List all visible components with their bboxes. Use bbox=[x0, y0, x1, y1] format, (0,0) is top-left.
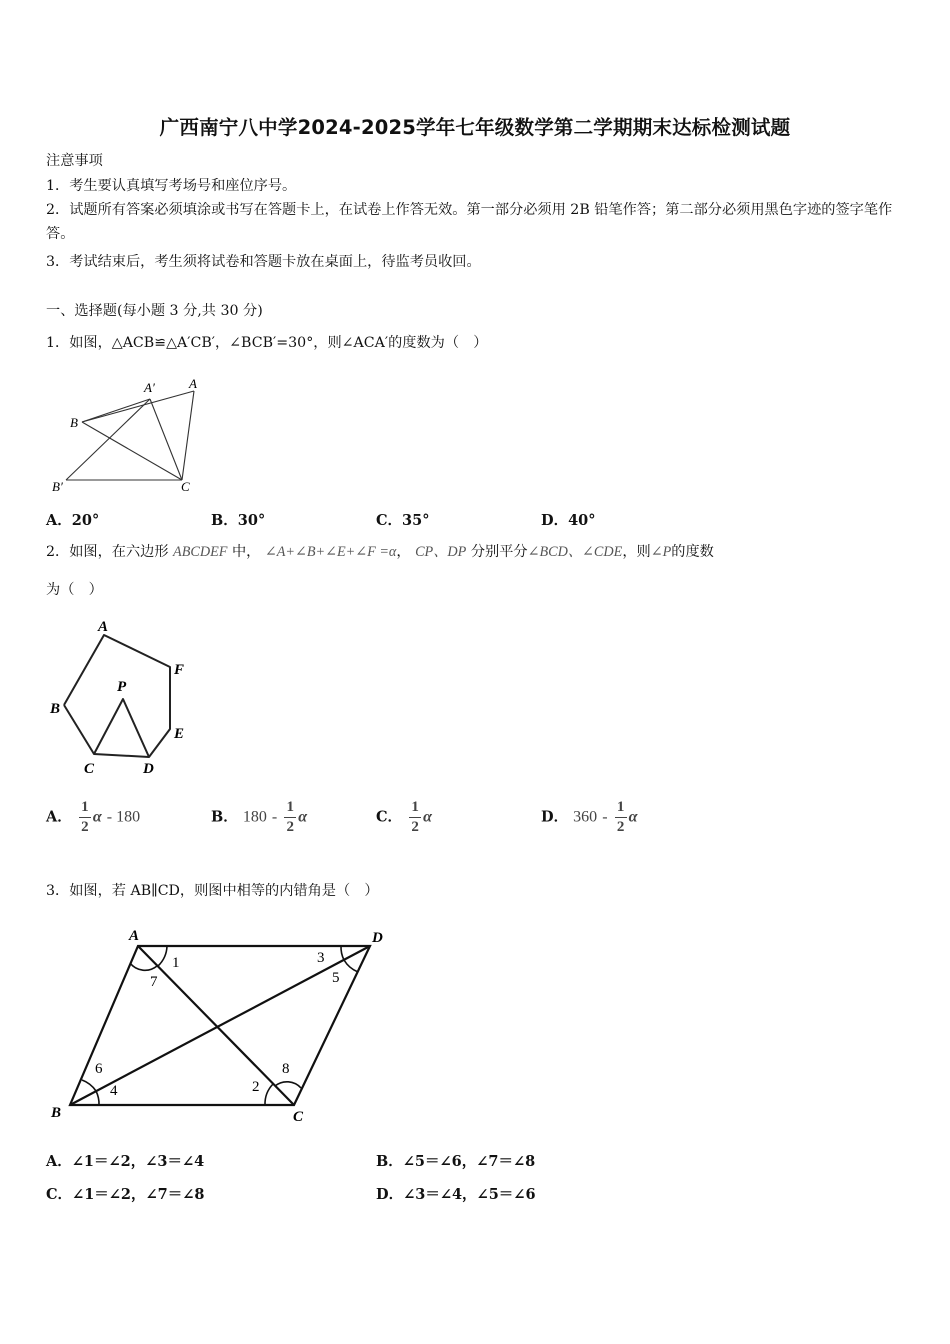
option-text: ∠1＝∠2，∠3＝∠4 bbox=[71, 1153, 205, 1170]
numerator: 1 bbox=[81, 799, 89, 815]
q2-bisectors: CP、DP bbox=[415, 544, 467, 560]
minus-sign: - bbox=[602, 808, 608, 826]
q1-figure bbox=[46, 372, 216, 497]
q1-label-a-prime: A′ bbox=[144, 380, 155, 395]
fraction-bar bbox=[79, 817, 91, 818]
q2-stem-mid2: 分别平分 bbox=[470, 544, 528, 560]
q2-angle-sum: ∠A+∠B+∠E+∠F =α bbox=[264, 544, 397, 560]
q1-label-a: A bbox=[189, 376, 197, 391]
q2-label-d: D bbox=[143, 761, 154, 777]
denominator: 2 bbox=[286, 819, 295, 835]
q2-option-b[interactable] bbox=[211, 800, 307, 835]
q1-option-b[interactable] bbox=[211, 509, 265, 530]
option-letter: A． bbox=[46, 808, 72, 826]
q3-label-a: A bbox=[129, 928, 140, 944]
option-letter: A． bbox=[46, 512, 72, 529]
q2-hexagon: ABCDEF bbox=[173, 544, 228, 560]
fraction bbox=[615, 800, 627, 835]
q3-option-d[interactable] bbox=[376, 1183, 536, 1204]
q2-angles: ∠BCD、∠CDE bbox=[527, 544, 623, 560]
q2-stem-line2: 为（ ） bbox=[46, 582, 103, 598]
q3-figure bbox=[46, 920, 396, 1130]
page-title: 广西南宁八中学2024-2025学年七年级数学第二学期期末达标检测试题 bbox=[159, 116, 791, 139]
q2-option-a[interactable] bbox=[46, 800, 140, 835]
option-text: ∠5＝∠6，∠7＝∠8 bbox=[402, 1153, 536, 1170]
q3-label-1: 1 bbox=[172, 955, 180, 971]
q3-label-6: 6 bbox=[95, 1061, 103, 1077]
alpha: α bbox=[628, 808, 638, 826]
q2-stem-end: 的度数 bbox=[671, 544, 714, 560]
option-letter: D． bbox=[541, 512, 569, 529]
option-letter: C． bbox=[376, 808, 403, 826]
notice-heading: 注意事项 bbox=[46, 153, 103, 169]
fraction bbox=[409, 800, 421, 835]
section-heading: 一、选择题(每小题 3 分,共 30 分) bbox=[46, 303, 263, 319]
q1-stem: 1．如图，△ACB≌△A′CB′，∠BCB′=30°，则∠ACA′的度数为（ ） bbox=[46, 335, 488, 351]
option-text: 20° bbox=[71, 512, 100, 529]
denominator: 2 bbox=[81, 819, 89, 835]
q2-label-f: F bbox=[174, 662, 185, 678]
option-letter: B． bbox=[211, 512, 238, 529]
fraction-bar bbox=[284, 817, 296, 818]
q2-label-c: C bbox=[84, 761, 95, 777]
q2-stem-mid1: 中， bbox=[231, 544, 261, 560]
alpha: α bbox=[92, 808, 102, 826]
q2-label-b: B bbox=[50, 701, 61, 717]
fraction-bar bbox=[615, 817, 627, 818]
alpha: α bbox=[298, 808, 308, 826]
q2-label-p: P bbox=[117, 679, 127, 695]
q3-option-a[interactable] bbox=[46, 1150, 204, 1171]
option-text: ∠3＝∠4，∠5＝∠6 bbox=[403, 1186, 536, 1203]
q1-label-b-prime: B′ bbox=[52, 479, 63, 494]
numerator: 1 bbox=[616, 799, 625, 815]
q2-label-e: E bbox=[174, 726, 185, 742]
option-letter: A． bbox=[46, 1153, 72, 1170]
option-text: 35° bbox=[402, 512, 430, 529]
q3-label-c: C bbox=[293, 1109, 304, 1125]
q2-comma: ， bbox=[396, 544, 411, 560]
q3-label-d: D bbox=[372, 930, 383, 946]
constant: 360 bbox=[573, 808, 598, 826]
option-text: 30° bbox=[237, 512, 266, 529]
notice-item-2: 2．试题所有答案必须填涂或书写在答题卡上，在试卷上作答无效。第一部分必须用 2B 铅笔作答；第二部分必须用黑色字迹的签字笔作答。 bbox=[46, 202, 893, 242]
q2-figure bbox=[46, 612, 216, 782]
q3-label-8: 8 bbox=[282, 1061, 290, 1077]
q2-option-d[interactable] bbox=[541, 800, 637, 835]
q3-label-7: 7 bbox=[150, 974, 158, 990]
q2-target-angle: ∠P bbox=[650, 544, 672, 560]
constant: - 180 bbox=[106, 808, 141, 826]
q3-label-b: B bbox=[51, 1105, 62, 1121]
q2-hexagon-shape bbox=[64, 635, 170, 757]
q1-option-c[interactable] bbox=[376, 509, 429, 530]
q2-stem-prefix: 2．如图，在六边形 bbox=[46, 544, 169, 560]
denominator: 2 bbox=[616, 819, 625, 835]
q3-label-2: 2 bbox=[252, 1079, 260, 1095]
q3-option-b[interactable] bbox=[376, 1150, 535, 1171]
q3-label-4: 4 bbox=[110, 1083, 118, 1099]
q3-label-3: 3 bbox=[317, 950, 325, 966]
option-letter: C． bbox=[376, 512, 403, 529]
q3-label-5: 5 bbox=[332, 970, 340, 986]
q2-option-c[interactable] bbox=[376, 800, 432, 835]
option-letter: D． bbox=[376, 1186, 404, 1203]
q2-label-a: A bbox=[98, 619, 109, 635]
minus-sign: - bbox=[271, 808, 278, 826]
option-letter: D． bbox=[541, 808, 569, 826]
fraction-bar bbox=[409, 817, 421, 818]
option-text: ∠1＝∠2，∠7＝∠8 bbox=[72, 1186, 205, 1203]
denominator: 2 bbox=[411, 819, 419, 835]
option-letter: C． bbox=[46, 1186, 73, 1203]
fraction bbox=[284, 800, 296, 835]
numerator: 1 bbox=[286, 799, 295, 815]
q1-option-a[interactable] bbox=[46, 509, 99, 530]
q1-label-b: B bbox=[70, 415, 78, 430]
q1-figure-lines bbox=[66, 391, 194, 480]
q3-parallelogram bbox=[70, 946, 370, 1105]
q3-option-c[interactable] bbox=[46, 1183, 205, 1204]
notice-item-1: 1．考生要认真填写考场号和座位序号。 bbox=[46, 178, 297, 194]
numerator: 1 bbox=[411, 799, 419, 815]
option-text: 40° bbox=[568, 512, 596, 529]
notice-item-3: 3．考试结束后，考生须将试卷和答题卡放在桌面上，待监考员收回。 bbox=[46, 254, 481, 270]
q2-stem-mid3: ，则 bbox=[622, 544, 651, 560]
alpha: α bbox=[423, 808, 432, 826]
option-letter: B． bbox=[376, 1153, 403, 1170]
fraction bbox=[79, 800, 91, 835]
q1-option-d[interactable] bbox=[541, 509, 596, 530]
q1-label-c: C bbox=[181, 479, 190, 494]
q2-stem bbox=[46, 542, 906, 562]
option-letter: B． bbox=[211, 808, 238, 826]
q3-stem: 3．如图，若 AB∥CD，则图中相等的内错角是（ ） bbox=[46, 883, 379, 899]
constant: 180 bbox=[242, 808, 267, 826]
